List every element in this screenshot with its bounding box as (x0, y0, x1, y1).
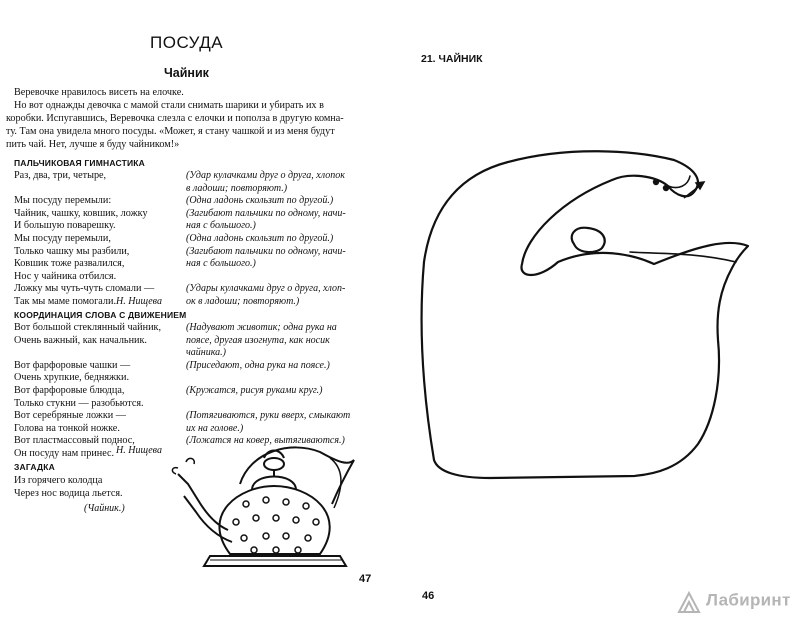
note-line: (Кружатся, рисуя руками круг.) (186, 384, 323, 396)
note-line: (Удары кулачками друг о друга, хлоп- (186, 283, 346, 295)
verse-line: И большую поварешку. (14, 220, 116, 232)
verse-line: Чайник, чашку, ковшик, ложку (14, 207, 148, 219)
coordination-heading: КООРДИНАЦИЯ СЛОВА С ДВИЖЕНИЕМ (14, 310, 187, 320)
watermark-logo-icon (676, 590, 702, 614)
verse-line: Вот большой стеклянный чайник, (14, 322, 162, 333)
verse-line: Вот фарфоровые блюдца, (14, 384, 125, 396)
verse-line: Мы посуду перемыли, (14, 232, 111, 244)
verse-line: Так мы маме помогали. (14, 295, 117, 307)
story-line: пить чай. Нет, лучше я буду чайником!» (6, 139, 180, 150)
note-line: ная с большого.) (186, 220, 256, 232)
note-line: их на голове.) (186, 422, 244, 434)
riddle-heading: ЗАГАДКА (14, 462, 55, 472)
story-title: Чайник (164, 66, 209, 80)
direction-arrow-icon (684, 182, 704, 198)
verse-line: Ложку мы чуть-чуть сломали — (14, 283, 155, 295)
note-line: (Одна ладонь скользит по другой.) (186, 232, 334, 244)
finger-gym-notes (186, 170, 346, 309)
finger-gym-verse (14, 170, 154, 309)
note-line: (Одна ладонь скользит по другой.) (186, 195, 334, 207)
note-line: ная с большого.) (186, 258, 256, 270)
verse-line: Мы посуду перемыли: (14, 195, 112, 207)
note-line: (Загибают пальчики по одному, начи- (186, 207, 346, 219)
verse-line: Очень важный, как начальник. (14, 334, 147, 346)
finger-gym-heading: ПАЛЬЧИКОВАЯ ГИМНАСТИКА (14, 158, 146, 168)
watermark-logo (676, 590, 791, 614)
watermark-text: Лабиринт (706, 590, 791, 610)
note-line: чайника.) (186, 347, 226, 359)
verse-line: Только чашку мы разбили, (14, 245, 130, 257)
note-line: ок в ладоши; повторяют.) (186, 295, 300, 307)
note-line (186, 271, 346, 284)
verse-line (14, 183, 154, 196)
note-line: (Ложатся на ковер, вытягиваются.) (186, 435, 345, 447)
note-line: поясе, другая изогнута, как носик (186, 334, 330, 346)
teapot-illustration (170, 444, 370, 576)
page-number-right: 46 (422, 590, 435, 602)
verse-line: Раз, два, три, четыре, (14, 170, 107, 181)
page-number-left: 47 (359, 573, 372, 585)
coordination-author: Н. Нищева (116, 445, 162, 456)
note-line: (Удар кулачками друг о друга, хлопок (186, 170, 345, 181)
left-page (0, 0, 398, 638)
verse-line: Очень хрупкие, бедняжки. (14, 372, 130, 384)
right-page (398, 0, 800, 638)
note-line (186, 398, 350, 411)
story-line: коробки. Испугавшись, Веревочка слезла с елочки и пополза в другую комна- (6, 113, 344, 124)
coordination-notes (186, 322, 350, 448)
riddle-answer: (Чайник.) (84, 503, 125, 514)
coordination-verse (14, 322, 161, 461)
teapot-tracing-outline (398, 0, 800, 638)
note-line (186, 372, 350, 385)
verse-line: Нос у чайника отбился. (14, 270, 117, 282)
verse-line: Ковшик тоже развалился, (14, 258, 125, 270)
story-line: Но вот однажды девочка с мамой стали снимать шарики и убирать их в (14, 100, 324, 111)
verse-line (14, 347, 161, 360)
teapot-polka-dots (233, 497, 319, 553)
verse-line: Голова на тонкой ножке. (14, 422, 120, 434)
verse-line: Вот серебряные ложки — (14, 410, 126, 422)
story-line: Веревочке нравилось висеть на елочке. (14, 87, 184, 98)
riddle-line: Из горячего колодца (14, 475, 103, 486)
section-title: ПОСУДА (150, 33, 224, 52)
riddle-verse (14, 475, 123, 500)
note-line: (Потягиваются, руки вверх, смыкают (186, 410, 351, 422)
verse-line: Вот пластмассовый поднос, (14, 435, 135, 447)
finger-gym-author: Н. Нищева (116, 296, 162, 307)
story-line: ту. Там она увидела много посуды. «Может, я стану чашкой и из меня будут (6, 126, 335, 137)
note-line: (Надувают животик; одна рука на (186, 322, 337, 333)
note-line: в ладоши; повторяют.) (186, 182, 288, 194)
note-line: (Загибают пальчики по одному, начи- (186, 245, 346, 257)
riddle-line: Через нос водица льется. (14, 487, 123, 499)
note-line: (Приседают, одна рука на поясе.) (186, 359, 330, 371)
verse-line: Вот фарфоровые чашки — (14, 359, 131, 371)
verse-line: Он посуду нам принес. (14, 447, 115, 459)
start-dot (653, 179, 659, 185)
verse-line: Только стукни — разобьются. (14, 397, 144, 409)
start-dot (663, 185, 669, 191)
exercise-title: 21. ЧАЙНИК (421, 53, 483, 65)
